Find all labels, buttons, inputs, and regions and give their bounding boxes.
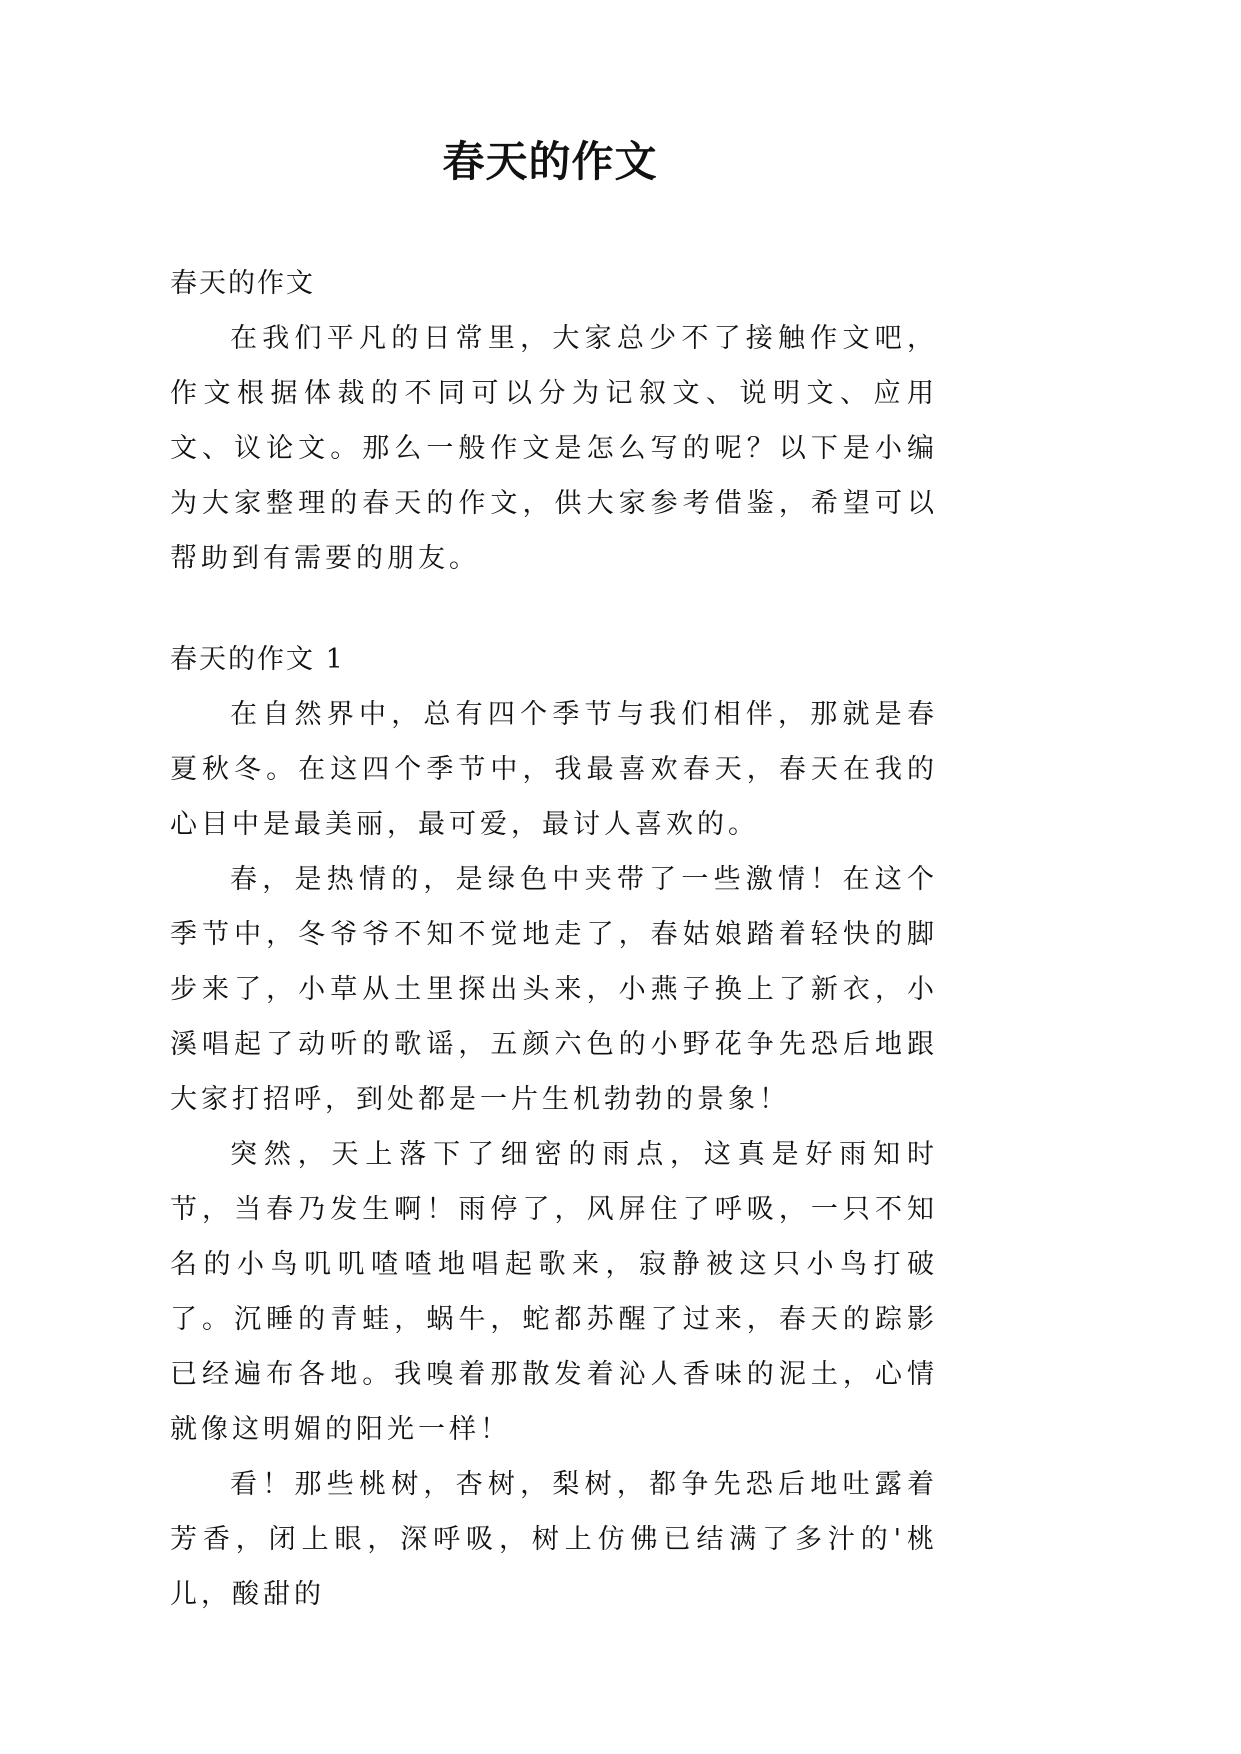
essay1-paragraph-3: 突然，天上落下了细密的雨点，这真是好雨知时节，当春乃发生啊！雨停了，风屏住了呼吸，一只不知名的小鸟叽叽喳喳地唱起歌来，寂静被这只小鸟打破了。沉睡的青蛙，蜗牛，蛇都苏醒了过来，春天的踪影已经遍布各地。我嗅着那散发着沁人香味的泥土，心情就像这明媚的阳光一样！	[170, 1139, 938, 1445]
document-body	[170, 256, 938, 1622]
document-title: 春天的作文	[442, 137, 658, 186]
intro-paragraph: 在我们平凡的日常里，大家总少不了接触作文吧，作文根据体裁的不同可以分为记叙文、说明文、应用文、议论文。那么一般作文是怎么写的呢？以下是小编为大家整理的春天的作文，供大家参考借鉴，希望可以帮助到有需要的朋友。	[170, 323, 938, 574]
essay1-heading: 春天的作文 1	[170, 644, 345, 675]
intro-heading: 春天的作文	[170, 268, 315, 299]
essay1-paragraph-4: 看！那些桃树，杏树，梨树，都争先恐后地吐露着芳香，闭上眼，深呼吸，树上仿佛已结满了多汁的'桃儿，酸甜的	[170, 1469, 938, 1610]
section-spacer	[170, 586, 938, 632]
essay1-paragraph-1: 在自然界中，总有四个季节与我们相伴，那就是春夏秋冬。在这四个季节中，我最喜欢春天，春天在我的心目中是最美丽，最可爱，最讨人喜欢的。	[170, 699, 938, 840]
essay1-paragraph-2: 春，是热情的，是绿色中夹带了一些激情！在这个季节中，冬爷爷不知不觉地走了，春姑娘踏着轻快的脚步来了，小草从土里探出头来，小燕子换上了新衣，小溪唱起了动听的歌谣，五颜六色的小野花争先恐后地跟大家打招呼，到处都是一片生机勃勃的景象！	[170, 864, 938, 1115]
